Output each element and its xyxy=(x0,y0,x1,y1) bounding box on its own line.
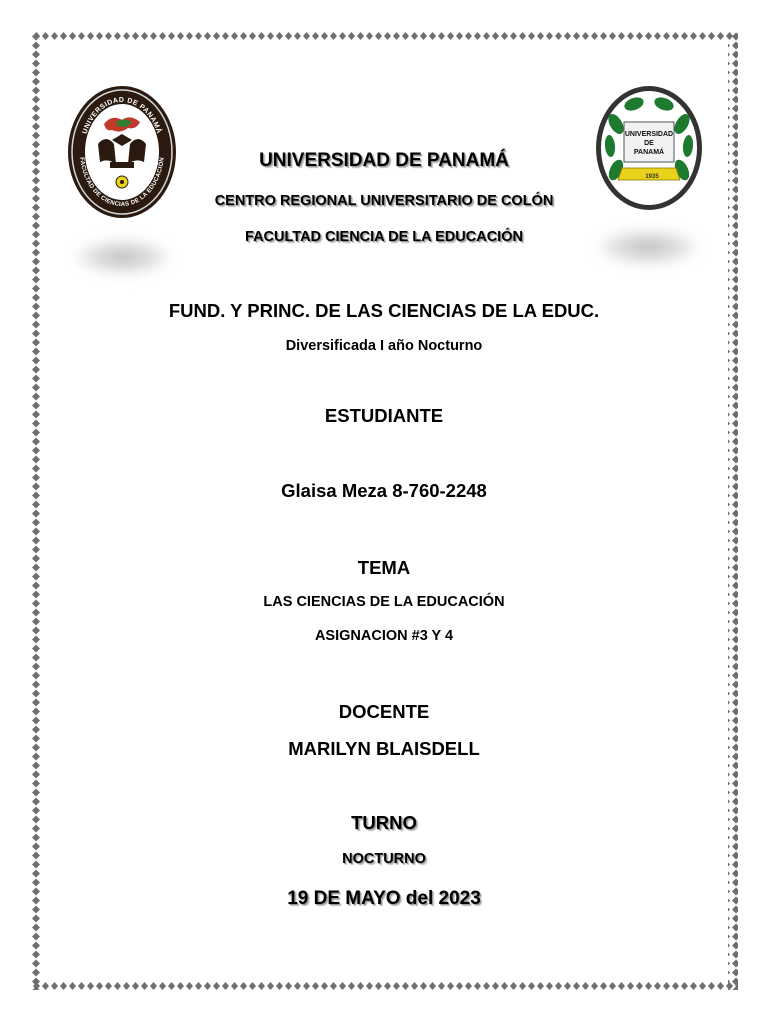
shift-value: NOCTURNO xyxy=(342,851,426,867)
left-logo-shadow xyxy=(78,240,168,274)
topic-label: TEMA xyxy=(357,557,411,578)
svg-text:PANAMÁ: PANAMÁ xyxy=(633,149,665,156)
teacher-name: MARILYN BLAISDELL xyxy=(288,738,480,759)
teacher-label: DOCENTE xyxy=(338,701,430,722)
course-title: FUND. Y PRINC. DE LAS CIENCIAS DE LA EDUC. xyxy=(168,300,600,321)
topic-subject: LAS CIENCIAS DE LA EDUCACIÓN xyxy=(263,594,505,610)
student-label: ESTUDIANTE xyxy=(324,405,444,426)
submission-date: 19 DE MAYO del 2023 xyxy=(287,888,481,909)
svg-text:DE: DE xyxy=(644,140,654,147)
svg-text:1935: 1935 xyxy=(645,174,659,180)
svg-text:FACULTAD DE CIENCIAS DE LA EDU: FACULTAD DE CIENCIAS DE LA EDUCACIÓN xyxy=(78,156,166,209)
course-group: Diversificada I año Nocturno xyxy=(285,338,483,354)
svg-text:UNIVERSIDAD: UNIVERSIDAD xyxy=(624,131,674,138)
faculty-title: FACULTAD CIENCIA DE LA EDUCACIÓN xyxy=(245,229,523,245)
topic-assignment: ASIGNACION #3 Y 4 xyxy=(314,628,454,644)
svg-text:UNIVERSIDAD DE PANAMÁ: UNIVERSIDAD DE PANAMÁ xyxy=(81,96,163,135)
shift-label: TURNO xyxy=(351,812,417,833)
regional-center-title: CENTRO REGIONAL UNIVERSITARIO DE COLÓN xyxy=(214,193,554,209)
student-name: Glaisa Meza 8-760-2248 xyxy=(281,480,487,501)
university-title: UNIVERSIDAD DE PANAMÁ xyxy=(259,150,509,171)
